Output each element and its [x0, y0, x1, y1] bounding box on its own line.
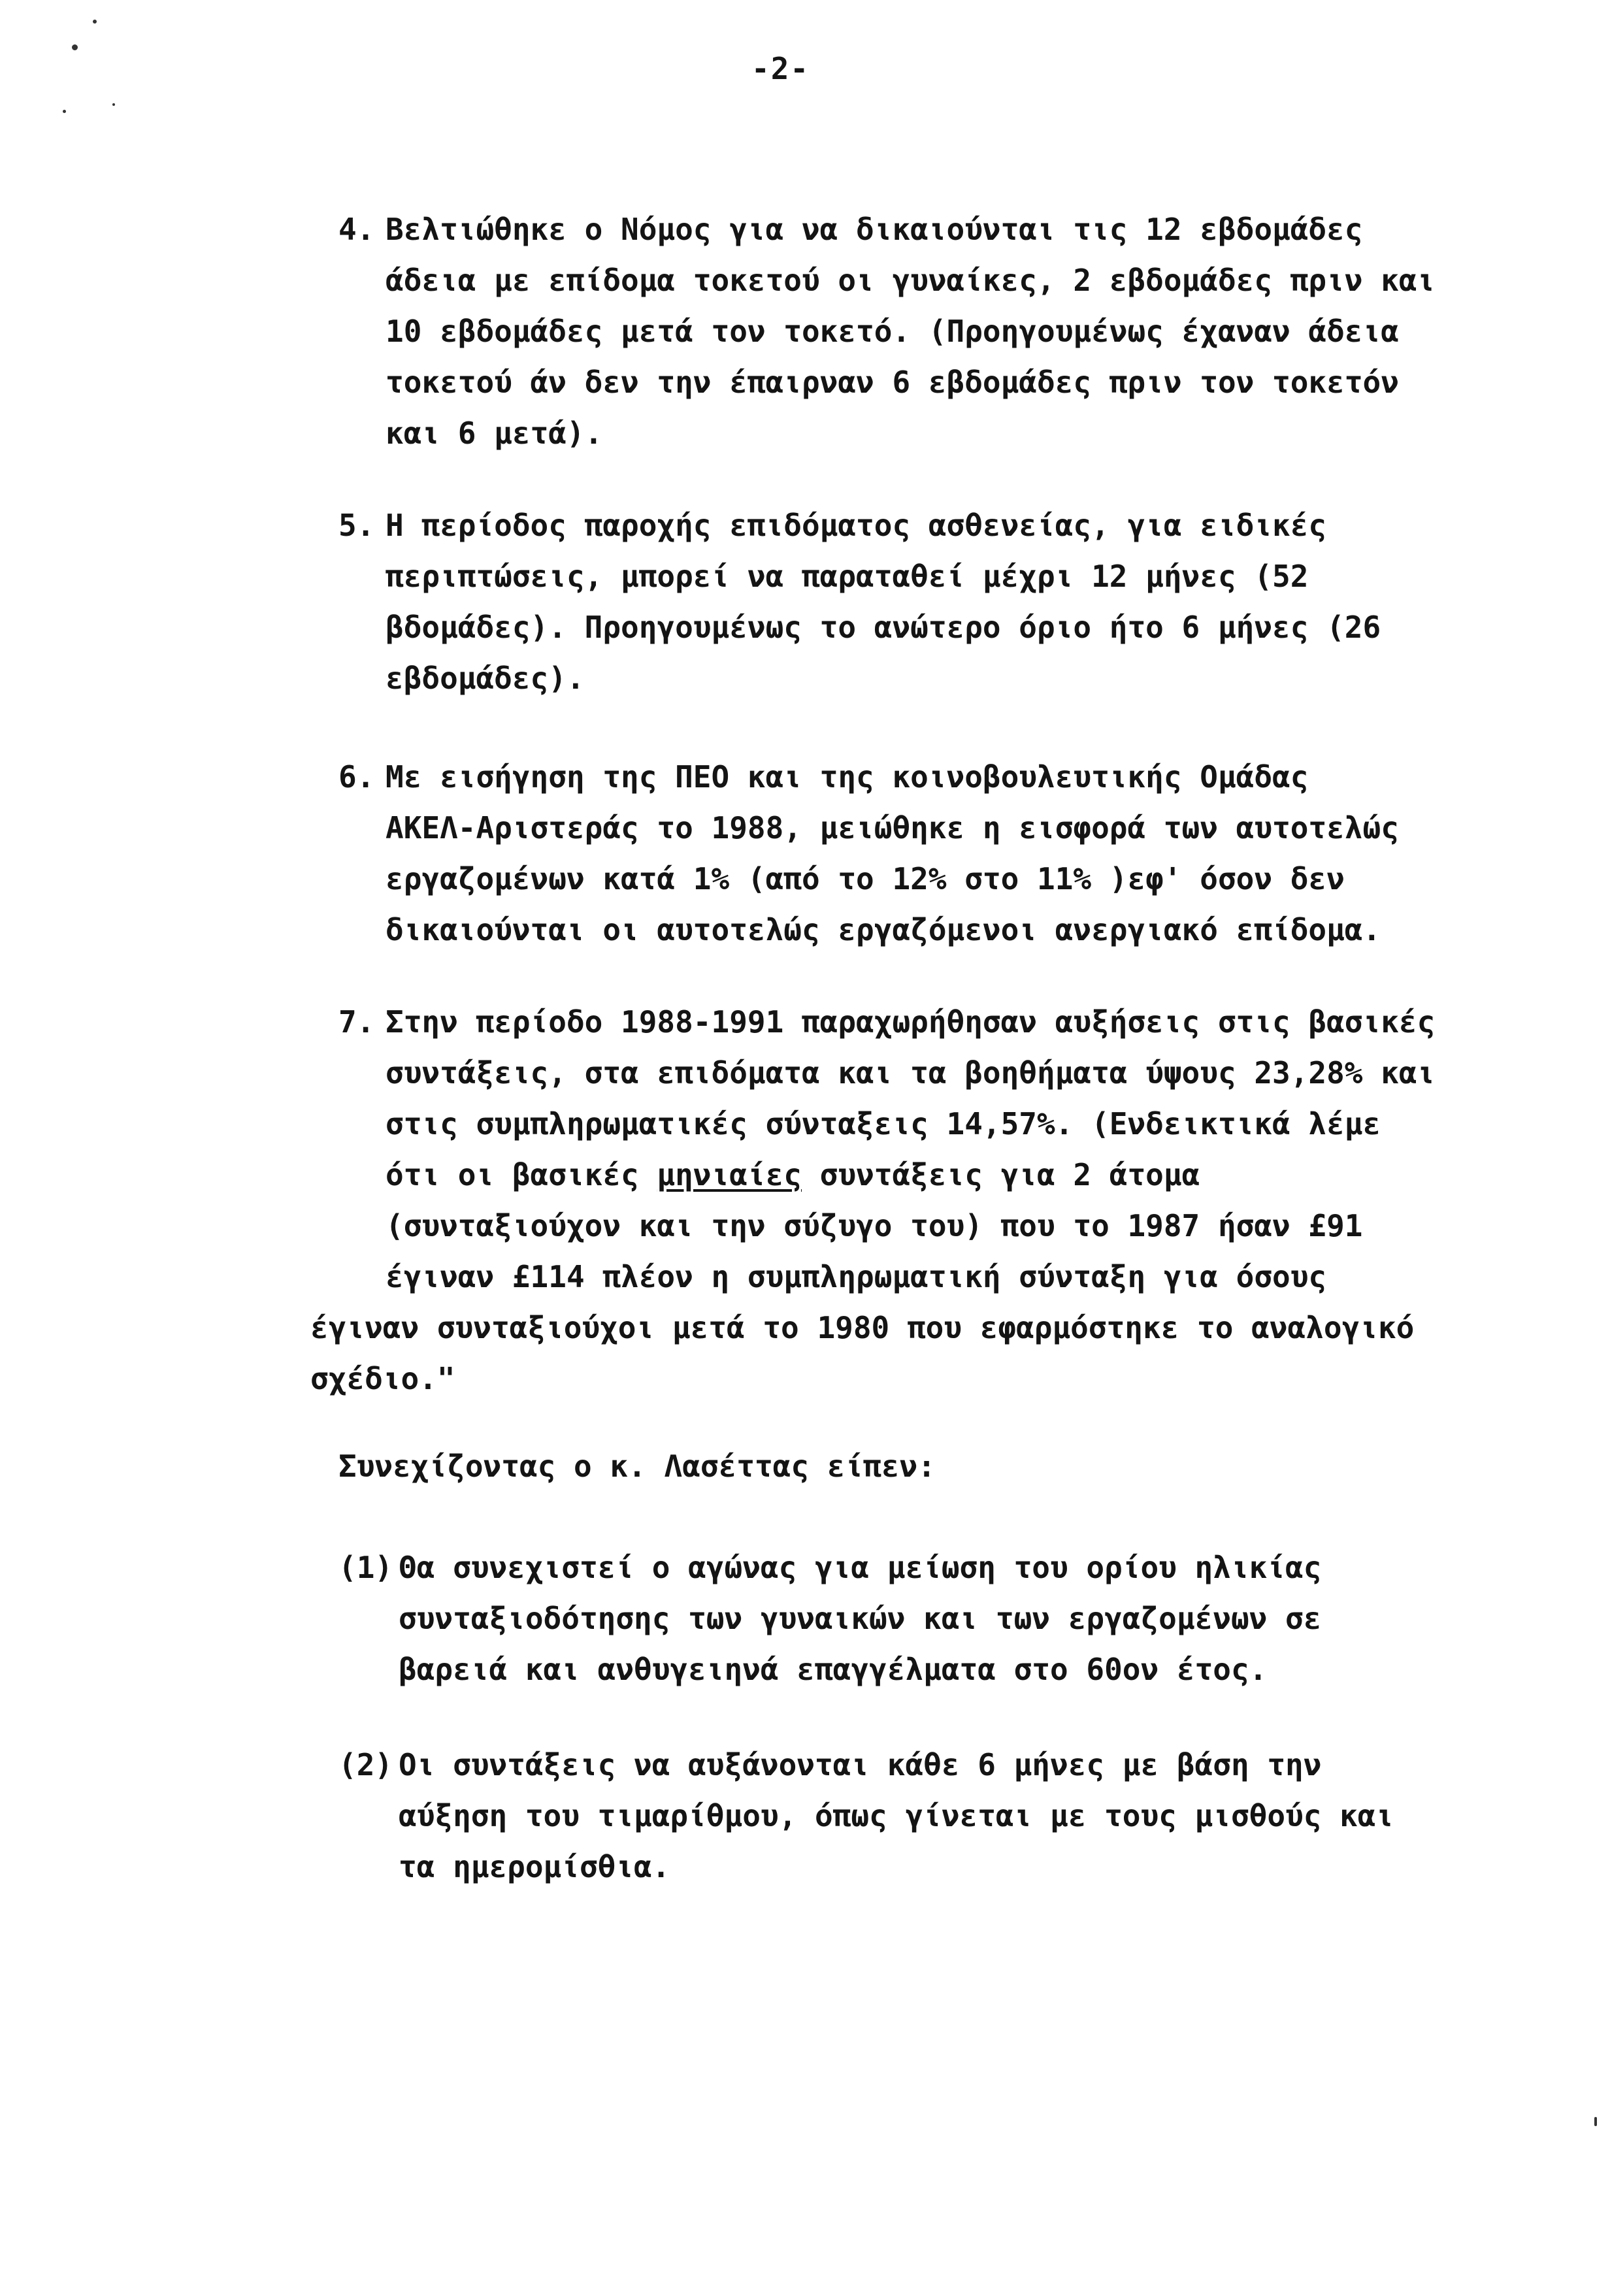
scan-speck [112, 103, 115, 106]
item-line [386, 1149, 1435, 1200]
continuation-text [338, 1441, 936, 1492]
item-line: τοκετού άν δεν την έπαιρναν 6 εβδομάδες πριν τον τοκετόν [386, 365, 1399, 400]
demand-line: συνταξιοδότησης των γυναικών και των εργαζομένων σε [399, 1601, 1322, 1636]
demand-line: Οι συντάξεις να αυξάνονται κάθε 6 μήνες με βάση την [399, 1747, 1322, 1782]
item-line: περιπτώσεις, μπορεί να παραταθεί μέχρι 12 μήνες (52 [386, 559, 1309, 594]
line-text: συντάξεις για 2 άτομα [801, 1157, 1200, 1192]
item-line: και 6 μετά). [386, 416, 603, 451]
scan-speck [63, 110, 66, 113]
item-number: 5. [338, 508, 375, 543]
item-5 [338, 500, 1381, 704]
demand-line: Θα συνεχιστεί ο αγώνας για μείωση του ορίου ηλικίας [399, 1550, 1322, 1585]
demand-number: (1) [338, 1550, 393, 1585]
item-line: άδεια με επίδομα τοκετού οι γυναίκες, 2 εβδομάδες πριν και [386, 263, 1436, 298]
item-line: εργαζομένων κατά 1% (από το 12% στο 11% )εφ' όσον δεν [386, 861, 1345, 896]
item-line: εβδομάδες). [386, 661, 585, 696]
scan-speck [93, 20, 97, 24]
item-number: 4. [338, 212, 375, 247]
item-line: Η περίοδος παροχής επιδόματος ασθενείας, για ειδικές [386, 508, 1327, 543]
demand-line: τα ημερομίσθια. [399, 1849, 670, 1884]
item-line: (συνταξιούχον και την σύζυγο του) που το 1987 ήσαν £91 [386, 1208, 1363, 1243]
demand-number: (2) [338, 1747, 393, 1782]
item-line: Βελτιώθηκε ο Νόμος για να δικαιούνται τις 12 εβδομάδες [386, 212, 1363, 247]
item-line-outdent: έγιναν συνταξιούχοι μετά το 1980 που εφαρμόστηκε το αναλογικό [310, 1310, 1415, 1345]
item-7 [310, 996, 1436, 1404]
underlined-word: μηνιαίες [657, 1157, 802, 1192]
item-line: δικαιούνται οι αυτοτελώς εργαζόμενοι ανεργιακό επίδομα. [386, 912, 1381, 947]
demand-line: αύξηση του τιμαρίθμου, όπως γίνεται με τους μισθούς και [399, 1798, 1394, 1833]
item-line: στις συμπληρωματικές σύνταξεις 14,57%. (Ενδεικτικά λέμε [386, 1106, 1381, 1141]
item-line: συντάξεις, στα επιδόματα και τα βοηθήματα ύψους 23,28% και [386, 1055, 1436, 1091]
scan-speck [72, 44, 78, 50]
item-line: Στην περίοδο 1988-1991 παραχωρήθησαν αυξήσεις στις βασικές [386, 1004, 1436, 1040]
item-number: 7. [338, 1004, 375, 1040]
demand-2 [338, 1739, 1394, 1892]
demand-1 [338, 1542, 1321, 1695]
item-line-outdent: σχέδιο." [310, 1361, 455, 1396]
scan-speck [1594, 2117, 1597, 2126]
item-4 [338, 204, 1435, 459]
page-number: -2- [751, 51, 810, 86]
item-line: Με εισήγηση της ΠΕΟ και της κοινοβουλευτικής Ομάδας [386, 759, 1309, 795]
item-line: βδομάδες). Προηγουμένως το ανώτερο όριο ήτο 6 μήνες (26 [386, 610, 1381, 645]
continuation-line: Συνεχίζοντας ο κ. Λασέττας είπεν: [338, 1449, 936, 1484]
demand-line: βαρειά και ανθυγειηνά επαγγέλματα στο 60ον έτος. [399, 1652, 1268, 1687]
item-line: έγιναν £114 πλέον η συμπληρωματική σύνταξη για όσους [386, 1259, 1327, 1294]
item-number: 6. [338, 759, 375, 795]
line-text: ότι οι βασικές [386, 1157, 657, 1192]
item-6 [338, 751, 1399, 955]
item-line: 10 εβδομάδες μετά τον τοκετό. (Προηγουμένως έχαναν άδεια [386, 314, 1399, 349]
item-line: ΑΚΕΛ-Αριστεράς το 1988, μειώθηκε η εισφορά των αυτοτελώς [386, 810, 1399, 845]
